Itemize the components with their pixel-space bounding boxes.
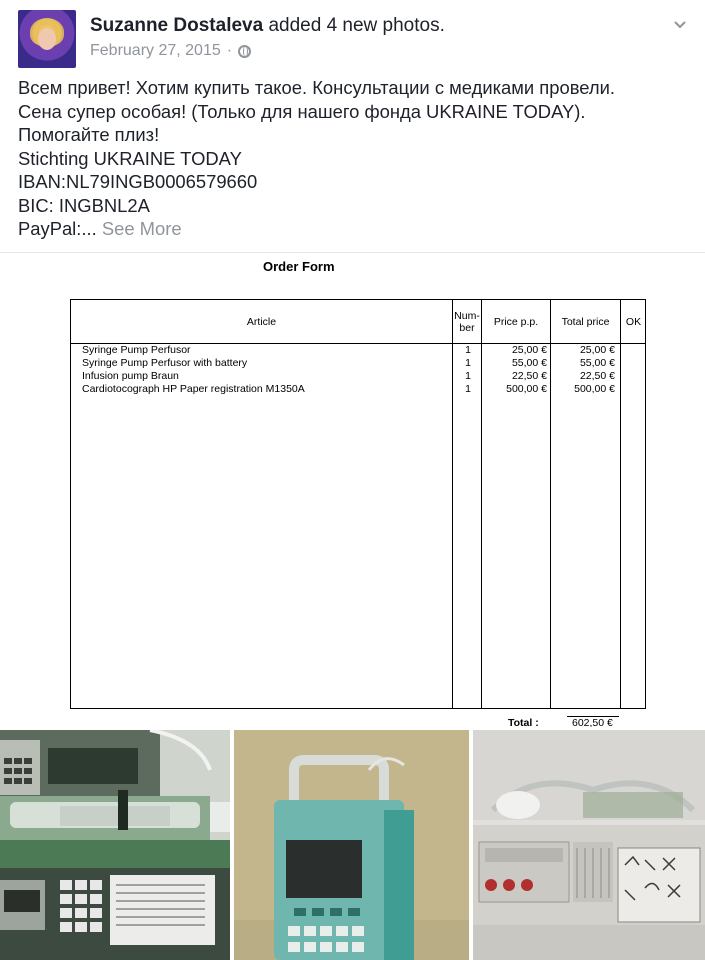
row-total: 500,00 € bbox=[574, 383, 615, 395]
header-ok: OK bbox=[625, 315, 642, 328]
photo-grid bbox=[0, 730, 705, 960]
row-article: Syringe Pump Perfusor with battery bbox=[82, 357, 248, 369]
meta-separator: · bbox=[226, 42, 233, 59]
post-header bbox=[90, 14, 445, 38]
post-line: BIC: INGBNL2A bbox=[18, 194, 150, 216]
row-total: 22,50 € bbox=[579, 370, 615, 382]
header-number: Num- ber bbox=[454, 309, 480, 334]
post-card bbox=[0, 0, 705, 252]
table-row bbox=[71, 383, 645, 396]
chevron-down-icon[interactable] bbox=[673, 18, 687, 32]
order-table bbox=[70, 299, 646, 709]
photo-syringe-pump[interactable] bbox=[0, 730, 230, 960]
paypal-text: PayPal:... bbox=[18, 218, 97, 239]
row-price: 25,00 € bbox=[511, 344, 547, 356]
row-price: 500,00 € bbox=[506, 383, 547, 395]
row-article: Syringe Pump Perfusor bbox=[82, 344, 191, 356]
row-number: 1 bbox=[465, 344, 471, 356]
table-row bbox=[71, 357, 645, 370]
table-row bbox=[71, 370, 645, 383]
post-date[interactable]: February 27, 2015 bbox=[90, 42, 221, 59]
globe-icon bbox=[238, 45, 251, 58]
row-total: 25,00 € bbox=[579, 344, 615, 356]
post-line: Stichting UKRAINE TODAY bbox=[18, 147, 242, 169]
post-action: added 4 new photos. bbox=[263, 15, 445, 36]
table-row bbox=[71, 344, 645, 357]
see-more-link[interactable]: See More bbox=[101, 218, 182, 239]
total-label: Total : bbox=[508, 717, 539, 727]
row-price: 55,00 € bbox=[511, 357, 547, 369]
post-text bbox=[18, 76, 698, 241]
post-line: IBAN:NL79INGB0006579660 bbox=[18, 171, 258, 192]
row-number: 1 bbox=[465, 357, 471, 369]
post-line: Сена супер особая! (Только для нашего фонда UKRAINE TODAY). bbox=[18, 100, 586, 122]
order-form-photo[interactable] bbox=[0, 253, 705, 727]
header-total: Total price bbox=[561, 315, 610, 328]
row-number: 1 bbox=[465, 370, 471, 382]
author-name[interactable]: Suzanne Dostaleva bbox=[90, 15, 264, 36]
avatar-face bbox=[38, 28, 56, 50]
header-price: Price p.p. bbox=[493, 315, 539, 328]
row-article: Cardiotocograph HP Paper registration M1350A bbox=[82, 383, 305, 395]
row-number: 1 bbox=[465, 383, 471, 395]
post-line: Помогайте плиз! bbox=[18, 124, 160, 145]
form-title: Order Form bbox=[263, 259, 335, 274]
total-value: 602,50 € bbox=[572, 717, 613, 727]
post-line: Всем привет! Хотим купить такое. Консультации с медиками провели. bbox=[18, 77, 616, 98]
header-article: Article bbox=[246, 315, 277, 328]
post-line-last bbox=[18, 217, 698, 241]
photo-infusion-pump[interactable] bbox=[234, 730, 469, 960]
row-article: Infusion pump Braun bbox=[82, 370, 179, 382]
row-price: 22,50 € bbox=[511, 370, 547, 382]
photo-cardiotocograph[interactable] bbox=[473, 730, 705, 960]
row-total: 55,00 € bbox=[579, 357, 615, 369]
post-meta bbox=[90, 42, 251, 60]
avatar[interactable] bbox=[18, 10, 76, 68]
